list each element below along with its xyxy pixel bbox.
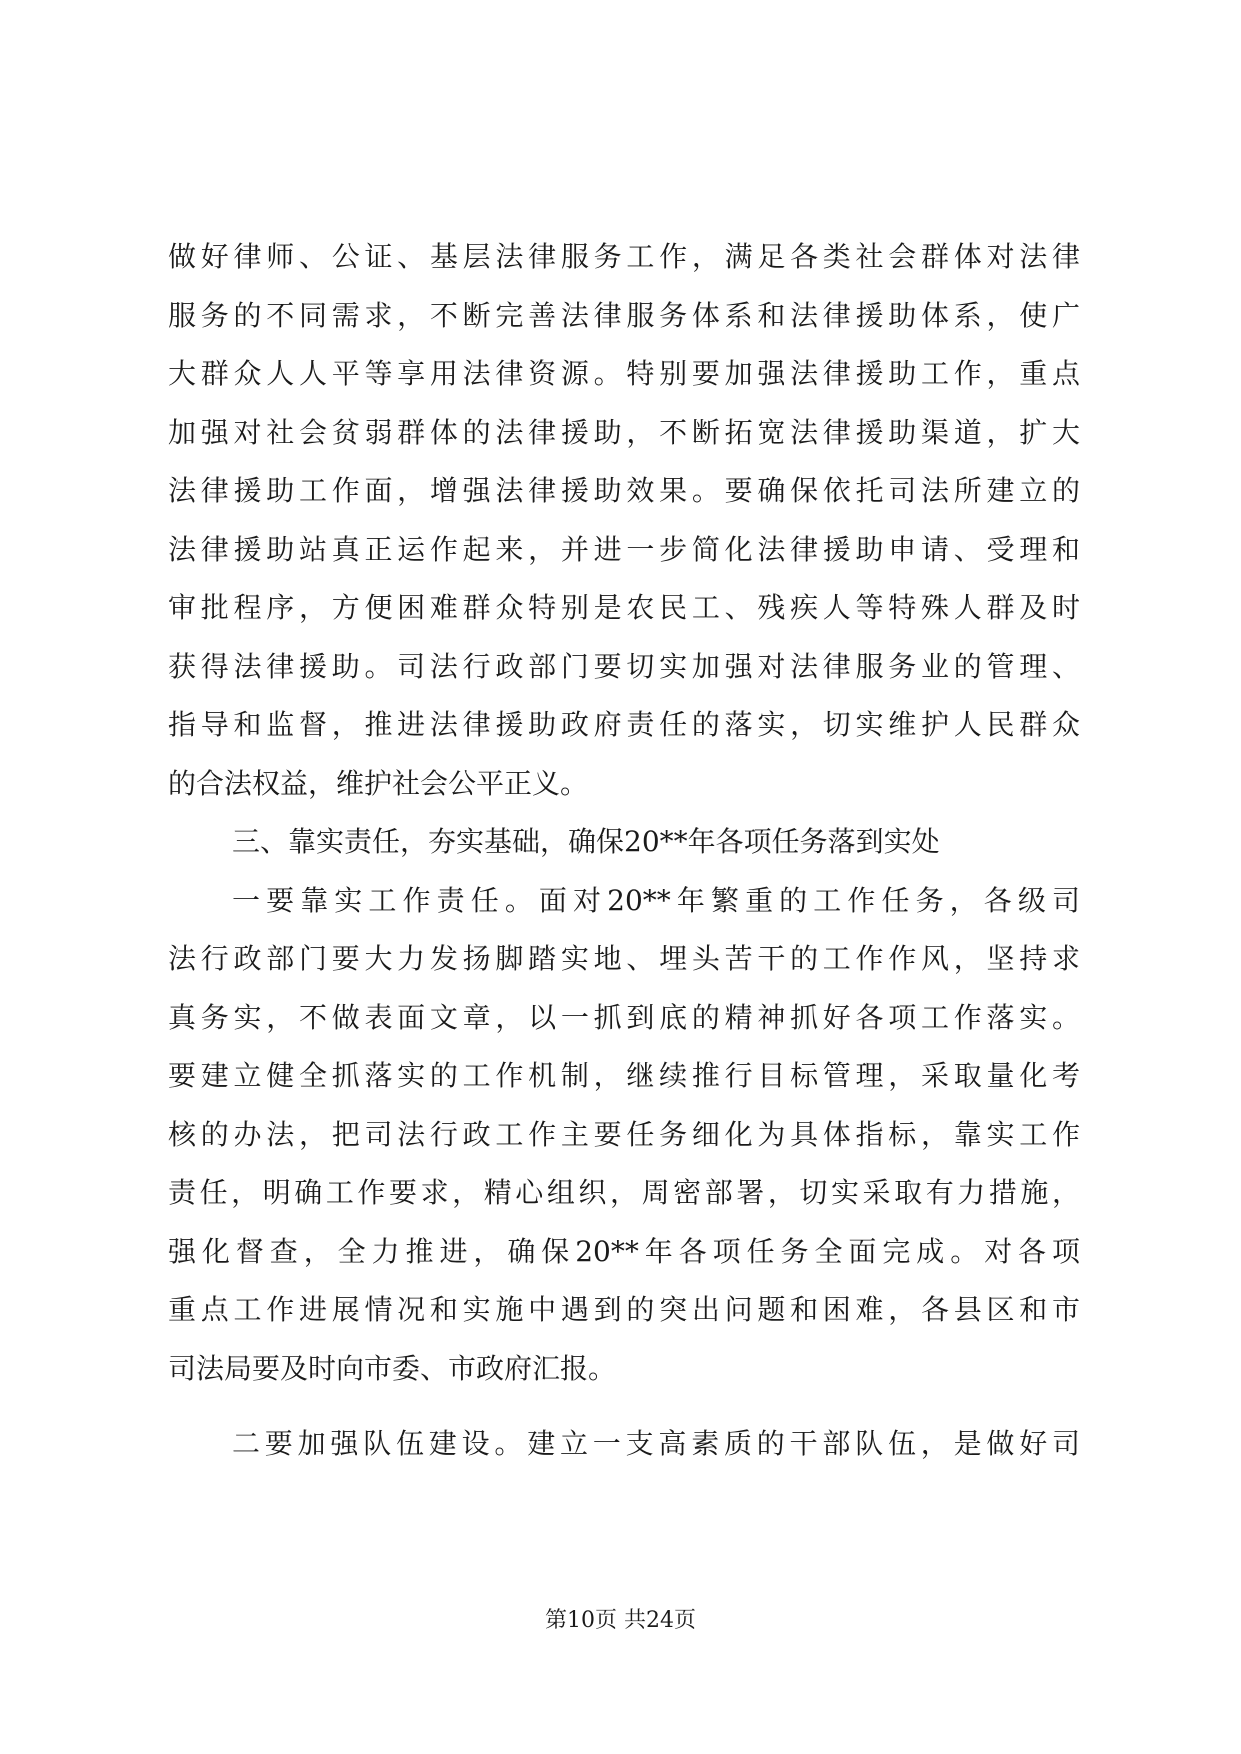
body-text-line: 要建立健全抓落实的工作机制，继续推行目标管理，采取量化考 [168,1059,1080,1092]
section-heading: 三、靠实责任，夯实基础，确保20**年各项任务落到实处 [232,825,940,858]
body-text-line: 二要加强队伍建设。建立一支高素质的干部队伍，是做好司 [232,1427,1080,1460]
body-text-line: 获得法律援助。司法行政部门要切实加强对法律服务业的管理、 [168,650,1080,683]
body-text-line: 做好律师、公证、基层法律服务工作，满足各类社会群体对法律 [168,240,1080,273]
body-text-line: 大群众人人平等享用法律资源。特别要加强法律援助工作，重点 [168,357,1080,390]
body-text-line: 强化督查，全力推进，确保20**年各项任务全面完成。对各项 [168,1235,1080,1268]
body-text-line: 指导和监督，推进法律援助政府责任的落实，切实维护人民群众 [168,708,1080,741]
body-text-line: 核的办法，把司法行政工作主要任务细化为具体指标，靠实工作 [168,1118,1080,1151]
body-text-line: 一要靠实工作责任。面对20**年繁重的工作任务，各级司 [232,884,1080,917]
body-text-line: 司法局要及时向市委、市政府汇报。 [168,1352,617,1385]
body-text-line: 法行政部门要大力发扬脚踏实地、埋头苦干的工作作风，坚持求 [168,942,1080,975]
body-text-line: 法律援助工作面，增强法律援助效果。要确保依托司法所建立的 [168,474,1080,507]
body-text-line: 加强对社会贫弱群体的法律援助，不断拓宽法律援助渠道，扩大 [168,416,1080,449]
body-text-line: 审批程序，方便困难群众特别是农民工、残疾人等特殊人群及时 [168,591,1080,624]
body-text-line: 责任，明确工作要求，精心组织，周密部署，切实采取有力措施， [168,1176,1080,1209]
body-text-line: 服务的不同需求，不断完善法律服务体系和法律援助体系，使广 [168,299,1080,332]
body-text-line: 重点工作进展情况和实施中遇到的突出问题和困难，各县区和市 [168,1293,1080,1326]
body-text-line: 法律援助站真正运作起来，并进一步简化法律援助申请、受理和 [168,533,1080,566]
page-footer: 第10页 共24页 [545,1608,696,1633]
body-text-line: 真务实，不做表面文章，以一抓到底的精神抓好各项工作落实。 [168,1001,1080,1034]
body-text-line: 的合法权益，维护社会公平正义。 [168,767,589,800]
